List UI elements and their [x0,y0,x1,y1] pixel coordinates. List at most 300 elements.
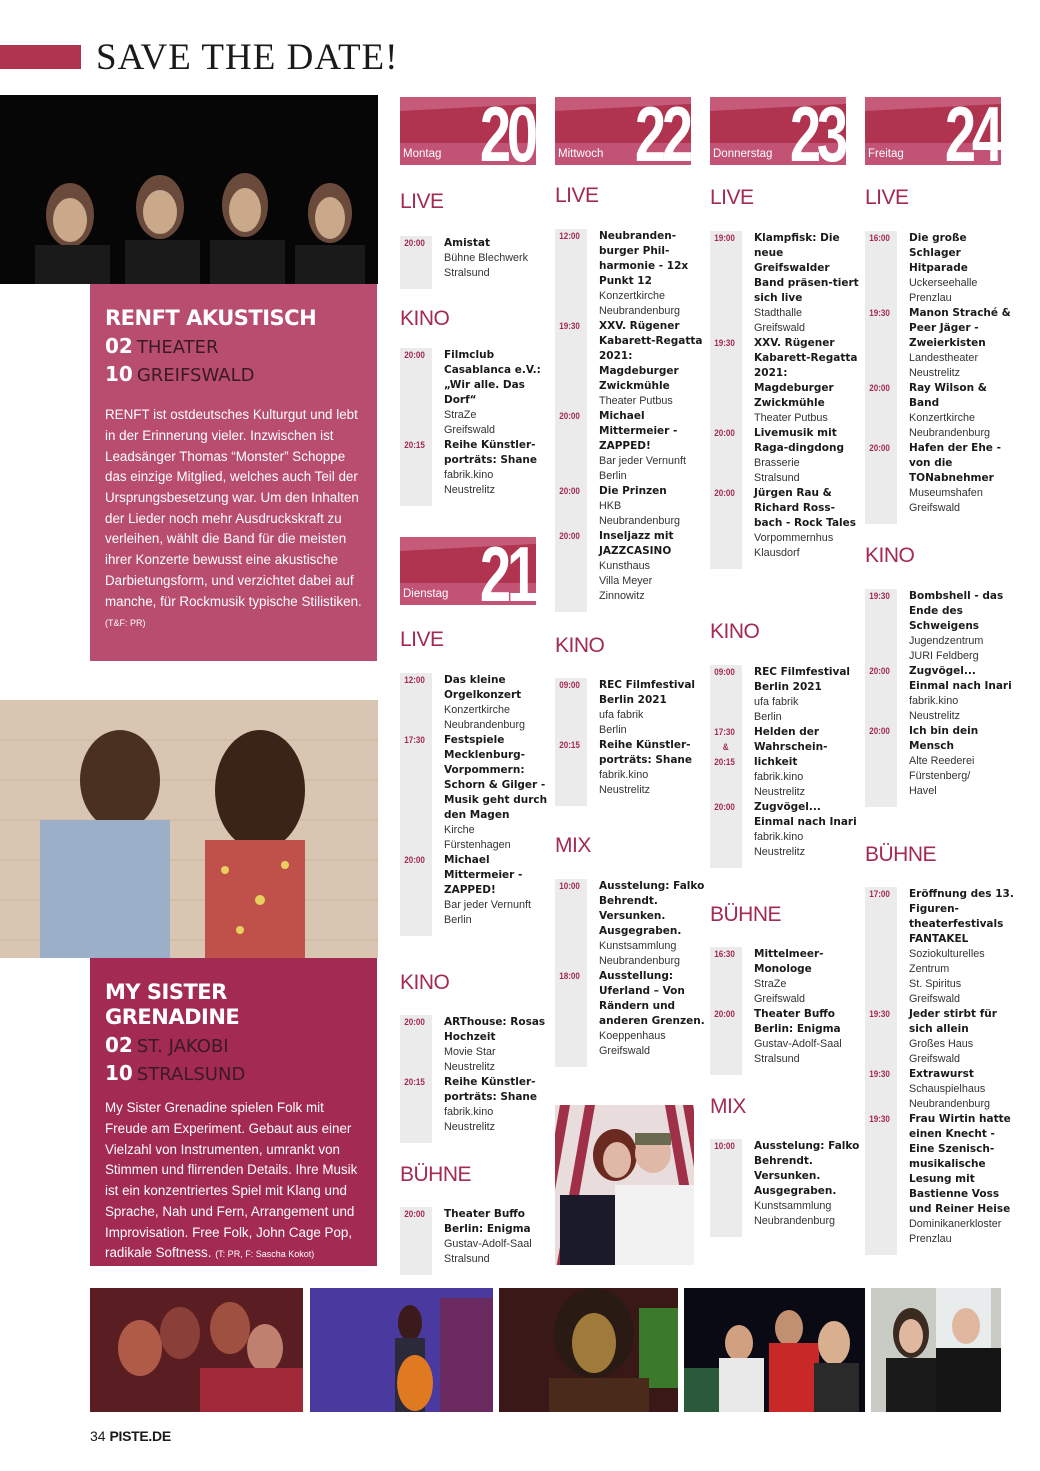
section-title-kino: KINO [555,634,605,657]
event-venue: Gustav-Adolf-Saal [754,1038,842,1050]
event-venue: Jugendzentrum [909,635,984,647]
event-venue: Neustrelitz [909,710,961,722]
event-item [865,1067,1015,1112]
event-time [710,1007,747,1067]
event-venue: Berlin [754,711,782,723]
day-name: Montag [403,148,442,160]
event-item [865,306,1015,381]
event-time [865,887,902,1007]
time-value: 20:00 [404,238,425,249]
event-item [865,231,1015,306]
event-time [710,1139,747,1229]
time-value: & [722,742,729,753]
event-list [400,236,550,289]
event-name: Theater Buffo Berlin: Enigma [444,1208,531,1235]
event-time [555,484,592,529]
event-venue: Greifswald [754,993,806,1005]
event-venue: Konzertkirche [909,412,976,424]
gallery-photo-4 [684,1288,865,1412]
event-item [555,678,705,738]
section-title-bühne: BÜHNE [710,903,782,926]
event-item [400,1075,550,1135]
day-number: 24 [945,97,999,165]
event-time [865,1112,902,1247]
event-item [710,231,860,336]
time-value: 20:00 [714,802,735,813]
time-value: 20:00 [559,531,580,542]
section-title-live: LIVE [865,186,909,209]
event-name: Michael Mittermeier - ZAPPED! [444,854,523,896]
event-venue: Neustrelitz [444,1061,496,1073]
day-header-23 [710,97,846,165]
event-venue: Neubrandenburg [909,1098,991,1110]
feature-text: RENFT ist ostdeutsches Kulturgut und lebt in der Erinnerung vieler. Inzwischen ist Leadsänger Thomas “Monster” Schoppe das einzige Mitglied, welches auch Teil der Ursprungsbesetzung war. Um den Inhalten der Lieder noch mehr Ausdruckskraft zu verleihen, wählt die Band für die meisten ihrer Konzerte bewusst eine akustische Darbietungsform, und verzichtet dabei auf manche, für Rockmusik typische Stilistiken. (T&F: PR) [105,407,362,629]
event-venue: fabrik.kino [754,831,804,843]
event-item [555,879,705,969]
event-time [555,879,592,969]
event-time [555,969,592,1059]
event-time [865,664,902,724]
event-time [865,381,902,441]
time-value: 20:15 [714,757,735,768]
event-time [710,231,747,336]
event-name: Zugvögel... Einmal nach Inari [754,801,857,828]
feature-title: MY SISTER GRENADINE [105,980,240,1030]
event-name: Ausstelung: Falko Behrendt. Versunken. Ausgegraben. [754,1140,860,1197]
day-name: Donnerstag [713,148,773,160]
event-list [865,231,1015,524]
event-time [555,409,592,484]
event-name: Amistat [444,237,491,249]
event-venue: Brasserie [754,457,800,469]
event-name: Extrawurst [909,1068,974,1080]
event-item [400,1015,550,1075]
event-venue: Neubrandenburg [599,515,681,527]
event-venue: StraZe [444,409,477,421]
event-venue: Kunsthaus [599,560,651,572]
section-title-kino: KINO [865,544,915,567]
day-name: Freitag [868,148,904,160]
event-time [865,724,902,799]
event-venue: Landestheater [909,352,979,364]
event-time [400,236,437,281]
time-value: 10:00 [714,1141,735,1152]
event-name: Reihe Künstler-porträts: Shane [599,739,693,766]
time-value: 09:00 [559,680,580,691]
site-name: PISTE.DE [109,1428,171,1444]
event-name: Zugvögel... Einmal nach Inari [909,665,1012,692]
section-title-kino: KINO [710,620,760,643]
event-venue: fabrik.kino [444,469,494,481]
event-item [710,486,860,561]
event-venue: Havel [909,785,937,797]
time-value: 20:00 [714,428,735,439]
photo-credit: (T: PR, F: Sascha Kokot) [215,1249,315,1260]
time-value: 20:00 [559,486,580,497]
event-item [710,800,860,860]
event-venue: Neubrandenburg [599,305,681,317]
time-value: 20:15 [559,740,580,751]
event-name: Jürgen Rau & Richard Ross-bach - Rock Tales [754,487,856,529]
time-value: 20:00 [714,1009,735,1020]
event-time [555,738,592,798]
event-name: Ray Wilson & Band [909,382,987,409]
event-time [555,319,592,409]
event-time [400,673,437,733]
event-name: Ausstelung: Falko Behrendt. Versunken. Ausgegraben. [599,880,705,937]
event-item [710,336,860,426]
event-item [400,236,550,281]
event-venue: Zentrum [909,963,950,975]
event-time [710,800,747,860]
event-item [555,529,705,604]
event-venue: Kunstsammlung [754,1200,832,1212]
event-item [865,1007,1015,1067]
event-venue: Stralsund [444,267,490,279]
event-venue: Bar jeder Vernunft [599,455,687,467]
event-item [865,664,1015,724]
event-list [555,678,705,806]
event-item [555,738,705,798]
event-time [400,733,437,853]
feature-date [105,1032,362,1088]
time-value: 19:30 [869,1114,890,1125]
event-name: Filmclub Casablanca e.V.: „Wir alle. Das Dorf“ [444,349,541,406]
event-venue: Schauspielhaus [909,1083,986,1095]
time-value: 19:30 [559,321,580,332]
event-item [710,1139,860,1229]
gallery-photo-1 [90,1288,303,1412]
day-number: 23 [790,97,844,165]
event-time [400,1075,437,1135]
event-list [400,673,550,936]
event-item [555,319,705,409]
event-venue: Prenzlau [909,292,952,304]
event-list [710,947,860,1075]
event-item [710,947,860,1007]
event-name: Reihe Künstler-porträts: Shane [444,439,538,466]
gallery-photo-3 [499,1288,678,1412]
event-name: Eröffnung des 13. Figuren-theaterfestivals FANTAKEL [909,888,1014,945]
event-venue: Stadthalle [754,307,803,319]
event-name: REC Filmfestival Berlin 2021 [754,666,851,693]
event-time [710,665,747,725]
section-title-kino: KINO [400,971,450,994]
event-item [555,484,705,529]
gallery-photo-2 [310,1288,493,1412]
time-value: 17:30 [714,727,735,738]
event-name: Mittelmeer-Monologe [754,948,824,975]
event-venue: Neubrandenburg [444,719,526,731]
event-name: XXV. Rügener Kabarett-Regatta 2021: Magdeburger Zwickmühle [754,337,858,409]
event-venue: fabrik.kino [444,1106,494,1118]
date-day: 02 [105,1033,133,1058]
section-title-bühne: BÜHNE [400,1163,472,1186]
event-venue: Neustrelitz [444,1121,496,1133]
section-title-mix: MIX [555,834,591,857]
time-value: 17:30 [404,735,425,746]
event-venue: Fürstenberg/ [909,770,971,782]
event-time [555,529,592,604]
gallery-photo-5 [871,1288,1001,1412]
event-item [555,229,705,319]
event-name: ARThouse: Rosas Hochzeit [444,1016,546,1043]
venue: ST. JAKOBI [136,1036,229,1058]
event-venue: Großes Haus [909,1038,974,1050]
event-list [710,231,860,569]
event-venue: Neustrelitz [444,484,496,496]
event-item [710,725,860,800]
event-name: Klampfisk: Die neue Greifswalder Band präsen-tiert sich live [754,232,859,304]
event-item [555,409,705,484]
venue: THEATER [136,337,219,359]
event-venue: Museumshafen [909,487,983,499]
event-venue: Kirche [444,824,475,836]
event-venue: Berlin [444,914,472,926]
event-venue: fabrik.kino [909,695,959,707]
event-venue: Berlin [599,724,627,736]
day-header-21 [400,537,536,605]
event-item [400,733,550,853]
event-name: Ich bin dein Mensch [909,725,979,752]
event-time [865,1007,902,1067]
event-name: Die Prinzen [599,485,667,497]
event-name: Helden der Wahrschein-lichkeit [754,726,828,768]
time-value: 17:00 [869,889,890,900]
event-name: Die große Schlager Hitparade [909,232,968,274]
event-list [400,1207,550,1275]
event-time [710,426,747,486]
event-venue: Greifswald [599,1045,651,1057]
event-item [400,348,550,438]
event-venue: Theater Putbus [754,412,828,424]
event-item [710,1007,860,1067]
event-list [400,1015,550,1143]
event-item [400,853,550,928]
time-value: 19:30 [869,1009,890,1020]
page-title: SAVE THE DATE! [96,37,399,78]
event-venue: Fürstenhagen [444,839,511,851]
event-venue: Neubrandenburg [754,1215,836,1227]
time-value: 20:15 [404,440,425,451]
city: GREIFSWALD [136,365,255,387]
event-item [400,438,550,498]
feature-title: RENFT AKUSTISCH [105,306,317,330]
event-venue: Bühne Blechwerk [444,252,529,264]
event-name: Michael Mittermeier - ZAPPED! [599,410,678,452]
time-value: 20:00 [869,726,890,737]
day-number: 21 [480,537,534,605]
event-name: Festspiele Mecklenburg-Vorpommern: Schorn & Gilger - Musik geht durch den Magen [444,734,548,821]
event-venue: St. Spiritus [909,978,962,990]
event-time [865,231,902,306]
my-sister-grenadine-photo [0,700,378,958]
event-time [710,725,747,800]
time-value: 20:00 [714,488,735,499]
event-venue: Zinnowitz [599,590,645,602]
day-header-22 [555,97,691,165]
event-venue: Neubrandenburg [909,427,991,439]
event-name: REC Filmfestival Berlin 2021 [599,679,696,706]
event-item [865,589,1015,664]
feature-my-sister-grenadine [90,958,377,1266]
time-value: 20:00 [869,666,890,677]
day-name: Dienstag [403,588,449,600]
page-footer [90,1428,171,1444]
time-value: 12:00 [559,231,580,242]
time-value: 20:00 [404,1017,425,1028]
event-time [400,348,437,438]
section-title-live: LIVE [555,184,599,207]
event-venue: Konzertkirche [444,704,511,716]
time-value: 19:30 [714,338,735,349]
photo-credit: (T&F: PR) [105,618,146,629]
event-venue: Soziokulturelles [909,948,985,960]
time-value: 12:00 [404,675,425,686]
event-venue: Greifswald [909,993,961,1005]
event-list [865,887,1015,1255]
event-time [400,853,437,928]
event-item [865,1112,1015,1247]
day-header-24 [865,97,1001,165]
event-venue: Greifswald [444,424,496,436]
time-value: 20:00 [869,383,890,394]
feature-text: My Sister Grenadine spielen Folk mit Freude am Experiment. Gebaut aus einer Vielzahl von Instrumenten, umrankt von Stimmen und flirrenden Details. Ihre Musik ist ein konzentriertes Spiel mit Klang und Sprache, Nah und Fern, Arrangement und Improvisation. Free Folk, John Cage Pop, radikale Softness. (T: PR, F: Sascha Kokot) [105,1100,358,1261]
event-name: Ausstellung: Uferland – Von Rändern und anderen Grenzen. [599,970,705,1027]
event-item [865,724,1015,799]
event-time [400,1015,437,1075]
date-month: 10 [105,362,133,387]
time-value: 16:30 [714,949,735,960]
event-venue: ufa fabrik [754,696,799,708]
event-venue: Neubrandenburg [599,955,681,967]
event-venue: Stralsund [444,1253,490,1265]
event-venue: StraZe [754,978,787,990]
event-venue: Neustrelitz [754,846,806,858]
event-time [865,1067,902,1112]
event-item [865,887,1015,1007]
event-time [555,678,592,738]
event-venue: Greifswald [754,322,806,334]
event-item [865,381,1015,441]
time-value: 20:15 [404,1077,425,1088]
time-value: 18:00 [559,971,580,982]
event-venue: Greifswald [909,502,961,514]
section-title-mix: MIX [710,1095,746,1118]
event-time [865,306,902,381]
time-value: 19:00 [714,233,735,244]
event-time [555,229,592,319]
date-day: 02 [105,334,133,359]
day-number: 20 [480,97,534,165]
event-name: Neubranden-burger Phil-harmonie - 12x Punkt 12 [599,230,689,287]
renft-band-photo [0,95,378,284]
event-venue: Kunstsammlung [599,940,677,952]
time-value: 10:00 [559,881,580,892]
time-value: 19:30 [869,591,890,602]
event-venue: Greifswald [909,1053,961,1065]
event-venue: Neustrelitz [909,367,961,379]
event-venue: Villa Meyer [599,575,653,587]
event-list [555,229,705,612]
event-list [710,1139,860,1237]
day-name: Mittwoch [558,148,604,160]
event-name: Das kleine Orgelkonzert [444,674,522,701]
time-value: 20:00 [404,1209,425,1220]
event-list [555,879,705,1067]
event-list [400,348,550,506]
time-value: 20:00 [404,855,425,866]
event-venue: Neustrelitz [599,784,651,796]
event-name: Livemusik mit Raga-dingdong [754,427,844,454]
event-name: Hafen der Ehe - von die TONabnehmer [909,442,1001,484]
event-venue: Gustav-Adolf-Saal [444,1238,532,1250]
event-venue: Berlin [599,470,627,482]
event-venue: Bar jeder Vernunft [444,899,532,911]
event-time [400,438,437,498]
event-time [865,589,902,664]
event-name: Bombshell - das Ende des Schweigens [909,590,1004,632]
city: STRALSUND [136,1064,246,1086]
date-month: 10 [105,1061,133,1086]
feature-renft-akustisch [90,284,377,661]
event-venue: Stralsund [754,1053,800,1065]
event-name: Reihe Künstler-porträts: Shane [444,1076,538,1103]
time-value: 19:30 [869,308,890,319]
time-value: 16:00 [869,233,890,244]
event-item [400,673,550,733]
page-number: 34 [90,1428,106,1444]
event-name: Theater Buffo Berlin: Enigma [754,1008,841,1035]
feature-date [105,333,362,389]
day-header-20 [400,97,536,165]
event-item [400,1207,550,1267]
event-item [555,969,705,1059]
section-title-live: LIVE [400,628,444,651]
section-title-kino: KINO [400,307,450,330]
event-venue: Klausdorf [754,547,800,559]
event-item [710,426,860,486]
day-number: 22 [635,97,689,165]
event-venue: Uckerseehalle [909,277,978,289]
event-time [710,486,747,561]
time-value: 19:30 [869,1069,890,1080]
event-venue: Vorpommernhus [754,532,834,544]
time-value: 20:00 [869,443,890,454]
event-list [710,665,860,868]
event-venue: JURI Feldberg [909,650,979,662]
title-accent-bar [0,45,81,69]
time-value: 20:00 [559,411,580,422]
event-item [865,441,1015,516]
event-name: Inseljazz mit JAZZCASINO [599,530,674,557]
event-venue: HKB [599,500,622,512]
event-venue: Alte Reederei [909,755,975,767]
event-name: Jeder stirbt für sich allein [909,1008,997,1035]
event-time [710,947,747,1007]
section-title-bühne: BÜHNE [865,843,937,866]
event-name: Frau Wirtin hatte einen Knecht - Eine Szenisch-musikalische Lesung mit Bastienne Voss und Reiner Heise [909,1113,1011,1215]
section-title-live: LIVE [400,190,444,213]
time-value: 20:00 [404,350,425,361]
event-venue: fabrik.kino [754,771,804,783]
party-photo [555,1105,694,1265]
event-venue: Prenzlau [909,1233,952,1245]
event-venue: Theater Putbus [599,395,673,407]
event-time [400,1207,437,1267]
event-venue: Dominikanerkloster [909,1218,1002,1230]
event-item [710,665,860,725]
